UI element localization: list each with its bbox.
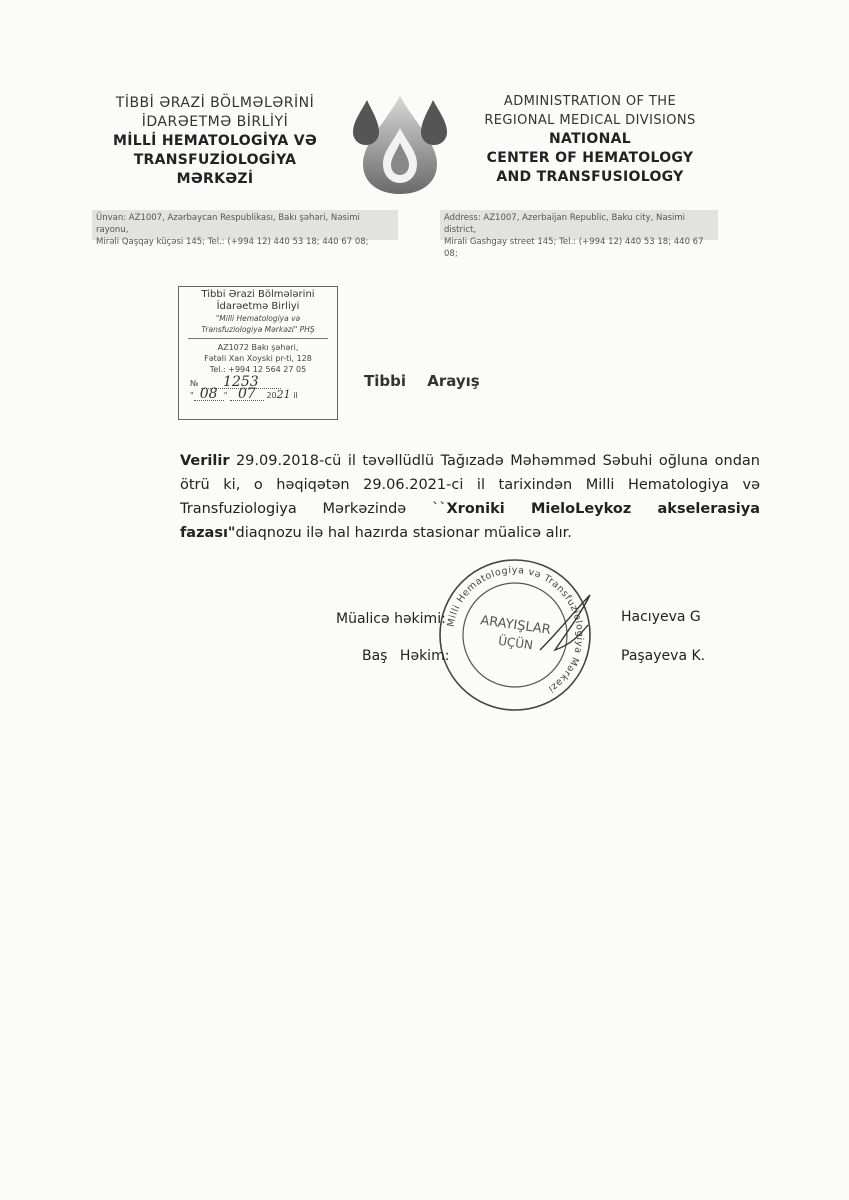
address-right-line1: Address: AZ1007, Azerbaijan Republic, Baku city, Nasimi district, [444, 213, 686, 235]
header-right-line1: ADMINISTRATION OF THE [503, 94, 677, 109]
doctor-name: Hacıyeva G [621, 609, 701, 625]
seal-center-line1: ARAYIŞLAR [479, 613, 552, 638]
address-left-line2: Mirəli Qaşqay küçəsi 145; Tel.: (+994 12) 440 53 18; 440 67 08; [96, 237, 369, 247]
stamp-no-label: № [190, 379, 199, 388]
paragraph-part1: 29.09.2018-cü il təvəllüdlü Tağızadə Məhəmməd Səbuhi oğluna ondan ötrü ki, o həqiqətən 29.06.2021-ci il tarixindən Milli Hematologiya və Transfuziologiya Mərkəzində `` [180, 453, 760, 517]
header-left-line2: İDARƏETMƏ BİRLİYİ [141, 114, 289, 130]
doctor-label: Müalicə həkimi: [336, 611, 446, 627]
stamp-year-end: il [293, 391, 298, 400]
stamp-line5: AZ1072 Bakı şəhəri, [217, 343, 299, 352]
stamp-date-row: " 08 " 07 2021 il [190, 386, 298, 402]
document-body [180, 449, 760, 545]
address-right-line2: Mirali Gashgay street 145; Tel.: (+994 12) 440 53 18; 440 67 08; [444, 237, 704, 259]
stamp-year-prefix: 20 [266, 391, 277, 400]
blood-drop-logo [345, 88, 455, 198]
diagnosis: Xroniki MieloLeykoz akselerasiya fazası" [180, 501, 760, 541]
address-azerbaijani [92, 210, 398, 247]
stamp-line7: Tel.: +994 12 564 27 05 [209, 365, 307, 374]
seal-ring-text: Milli Hematologiya və Transfuziologiya Mərkəzi [445, 564, 586, 695]
header-right-line2: REGIONAL MEDICAL DIVISIONS [484, 113, 696, 128]
header-left-line3: MİLLİ HEMATOLOGİYA VƏ [112, 133, 318, 149]
registration-stamp [178, 286, 338, 420]
intro-word: Verilir [180, 453, 230, 469]
chief-label: Baş Həkim: [362, 648, 450, 664]
header-left-title [100, 94, 330, 189]
address-english [440, 210, 718, 259]
header-right-line5: AND TRANSFUSIOLOGY [496, 169, 684, 185]
stamp-no-value: 1253 [201, 377, 281, 389]
stamp-divider [188, 338, 328, 339]
stamp-line6: Fətəli Xan Xoyski pr-ti, 128 [204, 354, 312, 363]
header-right-title [470, 92, 710, 187]
round-seal [430, 555, 600, 715]
header-left-line1: TİBBİ ƏRAZİ BÖLMƏLƏRİNİ [115, 95, 315, 111]
document-title: Tibbi Arayış [364, 372, 480, 390]
stamp-line1: Tibbi Ərazi Bölmələrini [201, 289, 315, 300]
stamp-line3: "Milli Hematologiya və [215, 314, 301, 323]
stamp-line2: İdarəetmə Birliyi [216, 301, 300, 312]
address-left-line1: Ünvan: AZ1007, Azərbaycan Respublikası, Bakı şəhəri, Nəsimi rayonu, [96, 213, 360, 235]
stamp-line4: Transfuziologiya Mərkəzi" PHŞ [201, 325, 315, 334]
stamp-day: 08 [194, 389, 224, 401]
stamp-year-suffix: 21 [276, 388, 291, 401]
header-right-line4: CENTER OF HEMATOLOGY [486, 150, 694, 166]
chief-name: Paşayeva K. [621, 648, 706, 664]
seal-center-line2: ÜÇÜN [497, 633, 534, 653]
header-left-line4: TRANSFUZİOLOGİYA [133, 152, 297, 168]
stamp-month: 07 [230, 389, 264, 401]
paragraph-part2: diaqnozu ilə hal hazırda stasionar müalicə alır. [235, 525, 572, 541]
header-left-line5: MƏRKƏZİ [176, 171, 254, 187]
header-right-line3: NATIONAL [549, 131, 631, 147]
